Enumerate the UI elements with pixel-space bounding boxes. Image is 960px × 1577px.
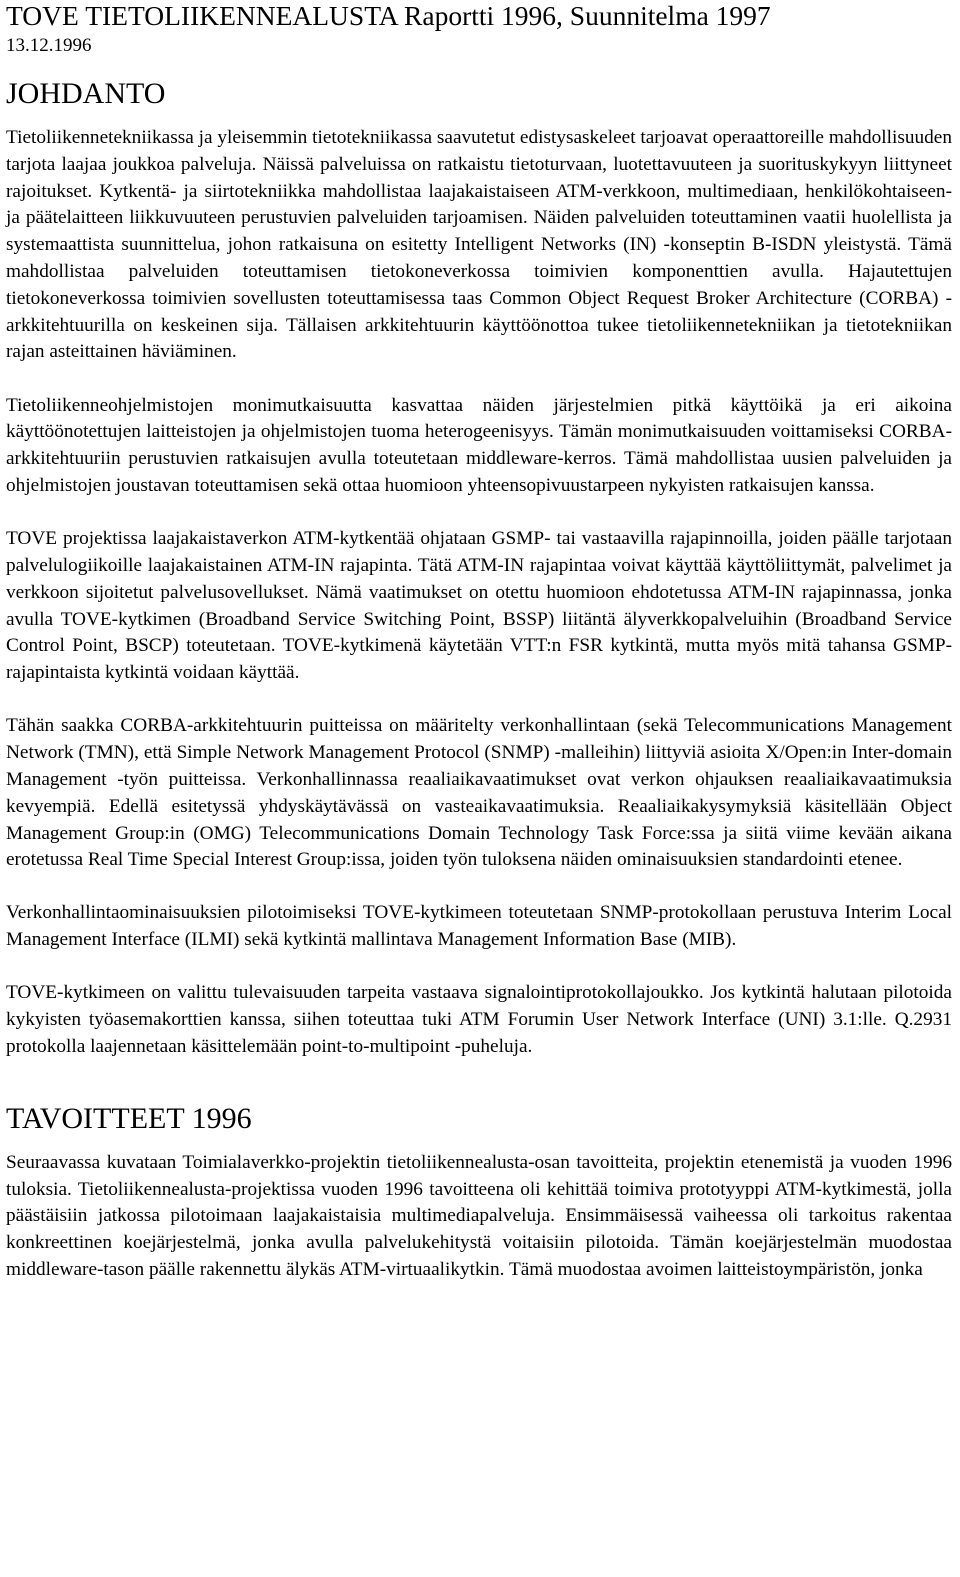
- paragraph: Tietoliikenneohjelmistojen monimutkaisuutta kasvattaa näiden järjestelmien pitkä käyttöikä ja eri aikoina käyttöönotettujen laitteistojen ja ohjelmistojen tuoma heterogeenisyys. Tämän monimutkaisuuden voittamiseksi CORBA-arkkitehtuuriin perustuvien ratkaisujen avulla toteutetaan middleware-kerros. Tämä mahdollistaa uusien palveluiden ja ohjelmistojen joustavan toteuttamisen sekä ottaa huomioon yhteensopivuustarpeen nykyisten ratkaisujen kanssa.: [6, 394, 952, 496]
- paragraph: Seuraavassa kuvataan Toimialaverkko-projektin tietoliikennealusta-osan tavoitteita, projektin etenemistä ja vuoden 1996 tuloksia. Tietoliikennealusta-projektissa vuoden 1996 tavoitteena oli kehittää toimiva prototyyppi ATM-kytkimestä, jolla päästäisiin jatkossa pilotoimaan laajakaistaisia multimediapalveluja. Ensimmäisessä vaiheessa oli tarkoitus rakentaa konkreettinen koejärjestelmä, jonka avulla palvelukehitystä voitaisiin pilotoida. Tämän koejärjestelmän muodostaa middleware-tason päälle rakennettu älykäs ATM-virtuaalikytkin. Tämä muodostaa avoimen laitteistoympäristön, jonka: [6, 1151, 952, 1281]
- paragraph: Tietoliikennetekniikassa ja yleisemmin tietotekniikassa saavutetut edistysaskeleet tarjoavat operaattoreille mahdollisuuden tarjota laajaa joukkoa palveluja. Näissä palveluissa on ratkaistu tietoturvaan, luotettavuuteen ja suorituskykyyn liittyneet rajoitukset. Kytkentä- ja siirtotekniikka mahdollistaa laajakaistaiseen ATM-verkkoon, multimediaan, henkilökohtaiseen- ja päätelaitteen liikkuvuuteen perustuvien palveluiden tarjoamisen. Näiden palveluiden toteuttaminen vaatii huolellista ja systemaattista suunnittelua, johon ratkaisuna on esitetty Intelligent Networks (IN) -konseptin B-ISDN yleistystä. Tämä mahdollistaa palveluiden toteuttamisen tietokoneverkossa toimivien komponenttien avulla. Hajautettujen tietokoneverkossa toimivien sovellusten toteuttamisessa taas Common Object Request Broker Architecture (CORBA) -arkkitehtuurilla on keskeinen sija. Tällaisen arkkitehtuurin käyttöönottoa tukee tietoliikennetekniikan ja tietotekniikan rajan asteittainen häviäminen.: [6, 127, 952, 363]
- paragraph: TOVE-kytkimeen on valittu tulevaisuuden tarpeita vastaava signalointiprotokollajoukko. Jos kytkintä halutaan pilotoida kykyisten työasemakorttien kanssa, siihen toteuttaa tuki ATM Forumin User Network Interface (UNI) 3.1:lle. Q.2931 protokolla laajennetaan käsittelemään point-to-multipoint -puheluja.: [6, 982, 952, 1058]
- document-page: [6, 0, 952, 1284]
- paragraph: Verkonhallintaominaisuuksien pilotoimiseksi TOVE-kytkimeen toteutetaan SNMP-protokollaan perustuva Interim Local Management Interface (ILMI) sekä kytkintä mallintava Management Information Base (MIB).: [6, 902, 952, 951]
- section-heading-johdanto: JOHDANTO: [6, 77, 166, 110]
- paragraph: TOVE projektissa laajakaistaverkon ATM-kytkentää ohjataan GSMP- tai vastaavilla rajapinnoilla, joiden päälle tarjotaan palvelulogiikoille laajakaistainen ATM-IN rajapinta. Tätä ATM-IN rajapintaa voivat käyttää käyttöliittymät, palvelimet ja verkkoon sijoitetut palvelusovellukset. Nämä vaatimukset on otettu huomioon ehdotetussa ATM-IN rajapinnassa, jonka avulla TOVE-kytkimen (Broadband Service Switching Point, BSSP) liitäntä älyverkkopalveluihin (Broadband Service Control Point, BSCP) toteutetaan. TOVE-kytkimenä käytetään VTT:n FSR kytkintä, mutta myös mitä tahansa GSMP-rajapintaista kytkintä voidaan käyttää.: [6, 528, 952, 684]
- document-title: TOVE TIETOLIIKENNEALUSTA Raportti 1996, Suunnitelma 1997: [6, 0, 771, 31]
- paragraph: Tähän saakka CORBA-arkkitehtuurin puitteissa on määritelty verkonhallintaan (sekä Telecommunications Management Network (TMN), että Simple Network Management Protocol (SNMP) -malleihin) liittyviä asioita X/Open:in Inter-domain Management -työn puitteissa. Verkonhallinnassa reaaliaikavaatimukset ovat verkon ohjauksen reaaliaikavaatimuksia kevyempiä. Edellä esitetyssä yhdyskäytävässä on vasteaikavaatimuksia. Reaaliaikakysymyksiä käsitellään Object Management Group:in (OMG) Telecommunications Domain Technology Task Force:ssa ja siitä viime kevään aikana erotetussa Real Time Special Interest Group:issa, joiden työn tuloksena näiden ominaisuuksien standardointi etenee.: [6, 715, 952, 871]
- section-heading-tavoitteet-1996: TAVOITTEET 1996: [6, 1101, 252, 1135]
- document-date: 13.12.1996: [6, 35, 92, 56]
